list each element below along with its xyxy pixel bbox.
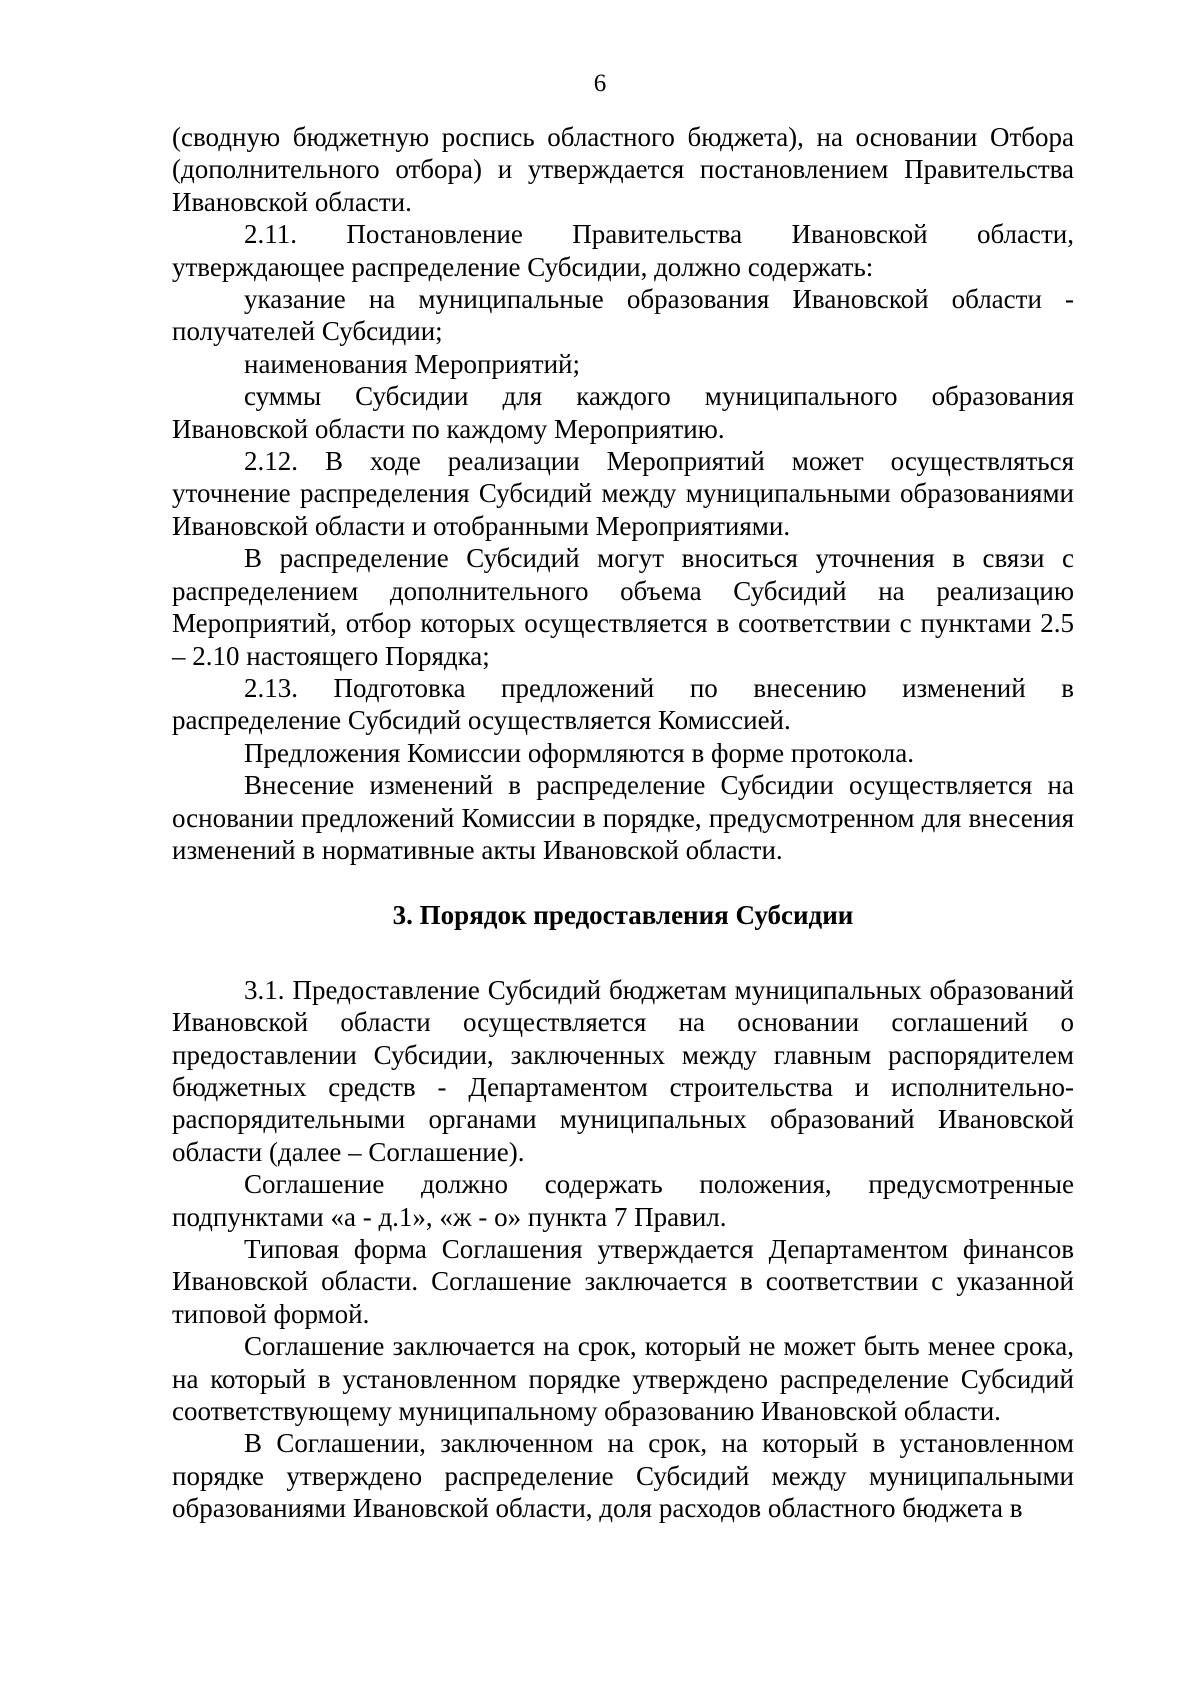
paragraph-continuation: (сводную бюджетную роспись областного бюджета), на основании Отбора (дополнительного отбора) и утверждается постановлением Правительства Ивановской области. <box>172 122 1074 217</box>
paragraph-distribution-changes: В распределение Субсидий могут вноситься уточнения в связи с распределением дополнительного объема Субсидий на реализацию Мероприятий, отбор которых осуществляется в соответствии с пунктами 2.5 – 2.10 настоящего Порядка; <box>172 543 1074 671</box>
document-body <box>172 121 1074 1525</box>
paragraph-agreement-term: Соглашение заключается на срок, который не может быть менее срока, на который в установленном порядке утверждено распределение Субсидий соответствующему муниципальному образованию Ивановской области. <box>172 1331 1074 1427</box>
paragraph-budget-share: В Соглашении, заключенном на срок, на который в установленном порядке утверждено распределение Субсидий между муниципальными образованиями Ивановской области, доля расходов областного бюджета в <box>172 1428 1074 1524</box>
paragraph-agreement-provisions: Соглашение должно содержать положения, предусмотренные подпунктами «а - д.1», «ж - о» пункта 7 Правил. <box>172 1169 1074 1232</box>
paragraph-standard-form: Типовая форма Соглашения утверждается Департаментом финансов Ивановской области. Соглашение заключается в соответствии с указанной типовой формой. <box>172 1234 1074 1329</box>
paragraph-2-12: 2.12. В ходе реализации Мероприятий может осуществляться уточнение распределения Субсидий между муниципальными образованиями Ивановской области и отобранными Мероприятиями. <box>172 446 1074 541</box>
section-heading: 3. Порядок предоставления Субсидии <box>392 900 854 931</box>
paragraph-recipients: указание на муниципальные образования Ивановской области - получателей Субсидии; <box>172 284 1074 347</box>
paragraph-2-13: 2.13. Подготовка предложений по внесению изменений в распределение Субсидий осуществляется Комиссией. <box>172 672 1074 736</box>
paragraph-amendments: Внесение изменений в распределение Субсидии осуществляется на основании предложений Комиссии в порядке, предусмотренном для внесения изменений в нормативные акты Ивановской области. <box>172 770 1074 865</box>
paragraph-subsidy-amounts: суммы Субсидии для каждого муниципального образования Ивановской области по каждому Мероприятию. <box>172 381 1074 444</box>
paragraph-3-1: 3.1. Предоставление Субсидий бюджетам муниципальных образований Ивановской области осуществляется на основании соглашений о предоставлении Субсидии, заключенных между главным распорядителем бюджетных средств - Департаментом строительства и исполнительно-распорядительными органами муниципальных образований Ивановской области (далее – Соглашение). <box>172 974 1074 1167</box>
paragraph-protocol: Предложения Комиссии оформляются в форме протокола. <box>244 737 915 768</box>
page-number: 6 <box>593 70 607 97</box>
paragraph-2-11: 2.11. Постановление Правительства Ивановской области, утверждающее распределение Субсидии, должно содержать: <box>172 219 1074 282</box>
paragraph-measures-names: наименования Мероприятий; <box>244 348 580 379</box>
